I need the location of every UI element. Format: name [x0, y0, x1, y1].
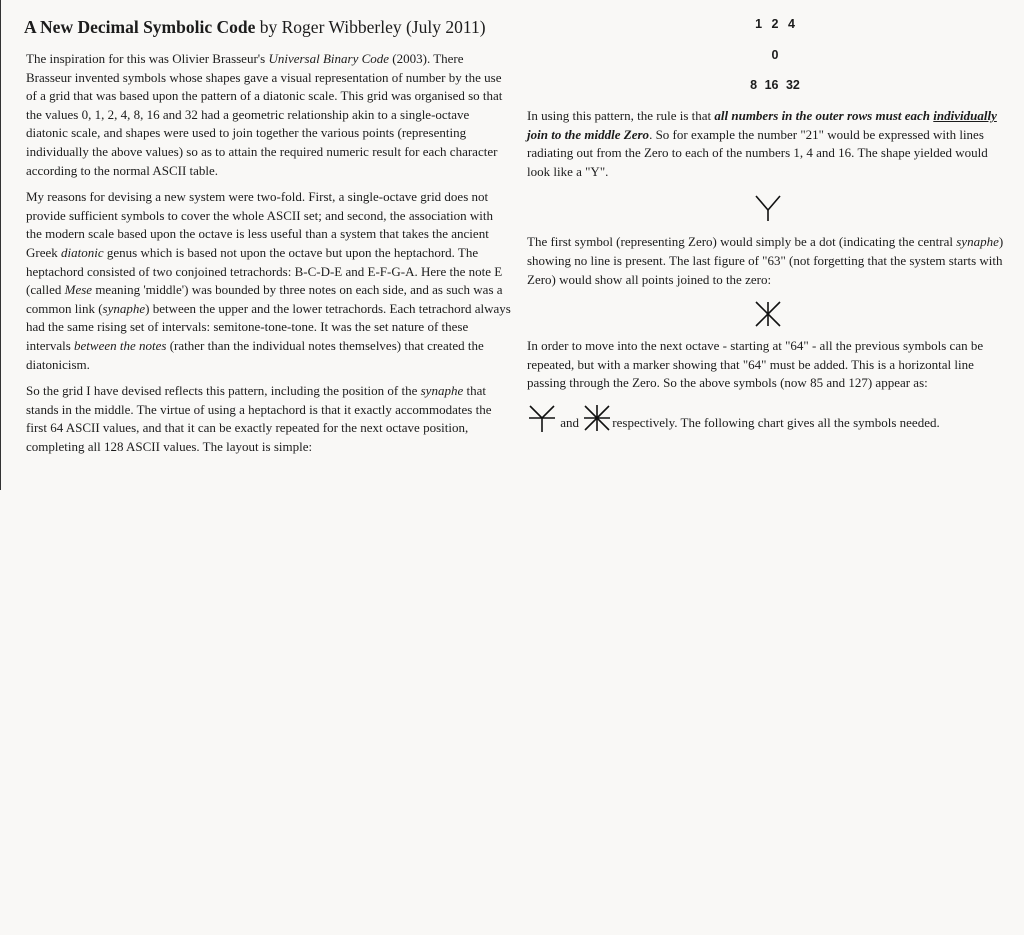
paragraph-inspiration	[26, 50, 512, 180]
text: meaning 'middle') was bounded by three notes on each side, and as such was a common link (	[26, 282, 503, 316]
paragraph-rule	[527, 107, 1009, 181]
text: . So for example the number "21" would be expressed with lines radiating out from the Zero to each of the numbers 1, 4 and 16. The shape yielded would look like a "Y".	[527, 126, 988, 179]
text: ) showing no line is present. The last figure of "63" (not forgetting that the system starts with Zero) would show all points joined to the zero:	[527, 234, 1004, 287]
title-main: A New Decimal Symbolic Code	[24, 17, 256, 37]
text: and	[557, 414, 583, 430]
symbol-63-asterisk-icon	[753, 299, 783, 329]
underlined-text: individually	[933, 108, 997, 123]
paragraph-zero-and-63	[527, 233, 1009, 289]
emphasis-text: between the notes	[74, 337, 167, 353]
text: (rather than the individual notes themselves) that created the diatonicism.	[26, 337, 484, 372]
text: The first symbol (representing Zero) would simply be a dot (indicating the central	[527, 234, 957, 250]
text: My reasons for devising a new system were two-fold. First, a single-octave grid does not provide sufficient symbols to cover the whole ASCII set; and second, the association with the modern scale based upon the octave is less useful than a system that takes the ancient Greek	[26, 189, 493, 260]
emphasis-text: Universal Binary Code	[268, 51, 390, 66]
left-border-rule	[0, 0, 1, 490]
text: In using this pattern, the rule is that	[527, 108, 715, 123]
emphasis-text: Mese	[64, 282, 93, 298]
emphasis-text: join to the middle Zero	[527, 126, 650, 142]
paragraph-final	[527, 403, 1009, 433]
text: that stands in the middle. The virtue of using a heptachord is that it exactly accommodates the first 64 ASCII values, and that it can be exactly repeated for the next octave position, completing all 128 ASCII values. The layout is simple:	[26, 383, 492, 454]
grid-row-bottom: 8 16 32	[750, 78, 800, 92]
title-byline: by	[255, 17, 282, 37]
grid-row-top: 1 2 4	[755, 17, 795, 31]
grid-row-middle: 0	[771, 48, 779, 62]
left-column	[26, 0, 512, 456]
paragraph-reasons	[26, 188, 512, 374]
emphasis-text: synaphe	[102, 300, 146, 316]
emphasis-text: synaphe	[420, 383, 464, 399]
title-author: Roger Wibberley (July 2011)	[281, 17, 486, 37]
text: respectively. The following chart gives all the symbols needed.	[612, 414, 940, 430]
text: ) between the upper and the lower tetrachords. Each tetrachord always had the same rising set of intervals: semitone-tone-tone. It was the set nature of these intervals	[26, 300, 511, 353]
symbol-21-y-icon	[753, 193, 783, 223]
emphasis-text: synaphe	[956, 234, 999, 250]
text: genus which is based not upon the octave but upon the heptachord. The heptachord consisted of two conjoined tetrachords: B-C-D-E and E-F-G-A. Here the note E (called	[26, 244, 503, 298]
text: The inspiration for this was Olivier Brasseur's	[26, 51, 269, 66]
text: (2003). There Brasseur invented symbols whose shapes gave a visual representation of number by the use of a grid that was based upon the pattern of a diatonic scale. This grid was organised so that the values 0, 1, 2, 4, 8, 16 and 32 had a geometric relationship akin to a single-octave diatonic scale, and shapes were used to join together the various points (representing individually the above values) so as to attain the required numeric result for each character according to the normal ASCII table.	[26, 51, 503, 178]
symbol-127-icon	[582, 403, 612, 433]
text: So the grid I have devised reflects this pattern, including the position of the	[26, 383, 421, 399]
symbol-85-icon	[527, 403, 557, 433]
right-column	[527, 107, 1009, 433]
paragraph-grid-design	[26, 382, 512, 456]
emphasis-text: all numbers in the outer rows must each	[714, 108, 934, 123]
paragraph-next-octave: In order to move into the next octave - starting at "64" - all the previous symbols can be repeated, but with a marker showing that "64" must be added. This is a horizontal line passing through the Zero. So the above symbols (now 85 and 127) appear as:	[527, 338, 984, 391]
page-title	[24, 15, 512, 39]
emphasis-text: diatonic	[61, 244, 104, 260]
